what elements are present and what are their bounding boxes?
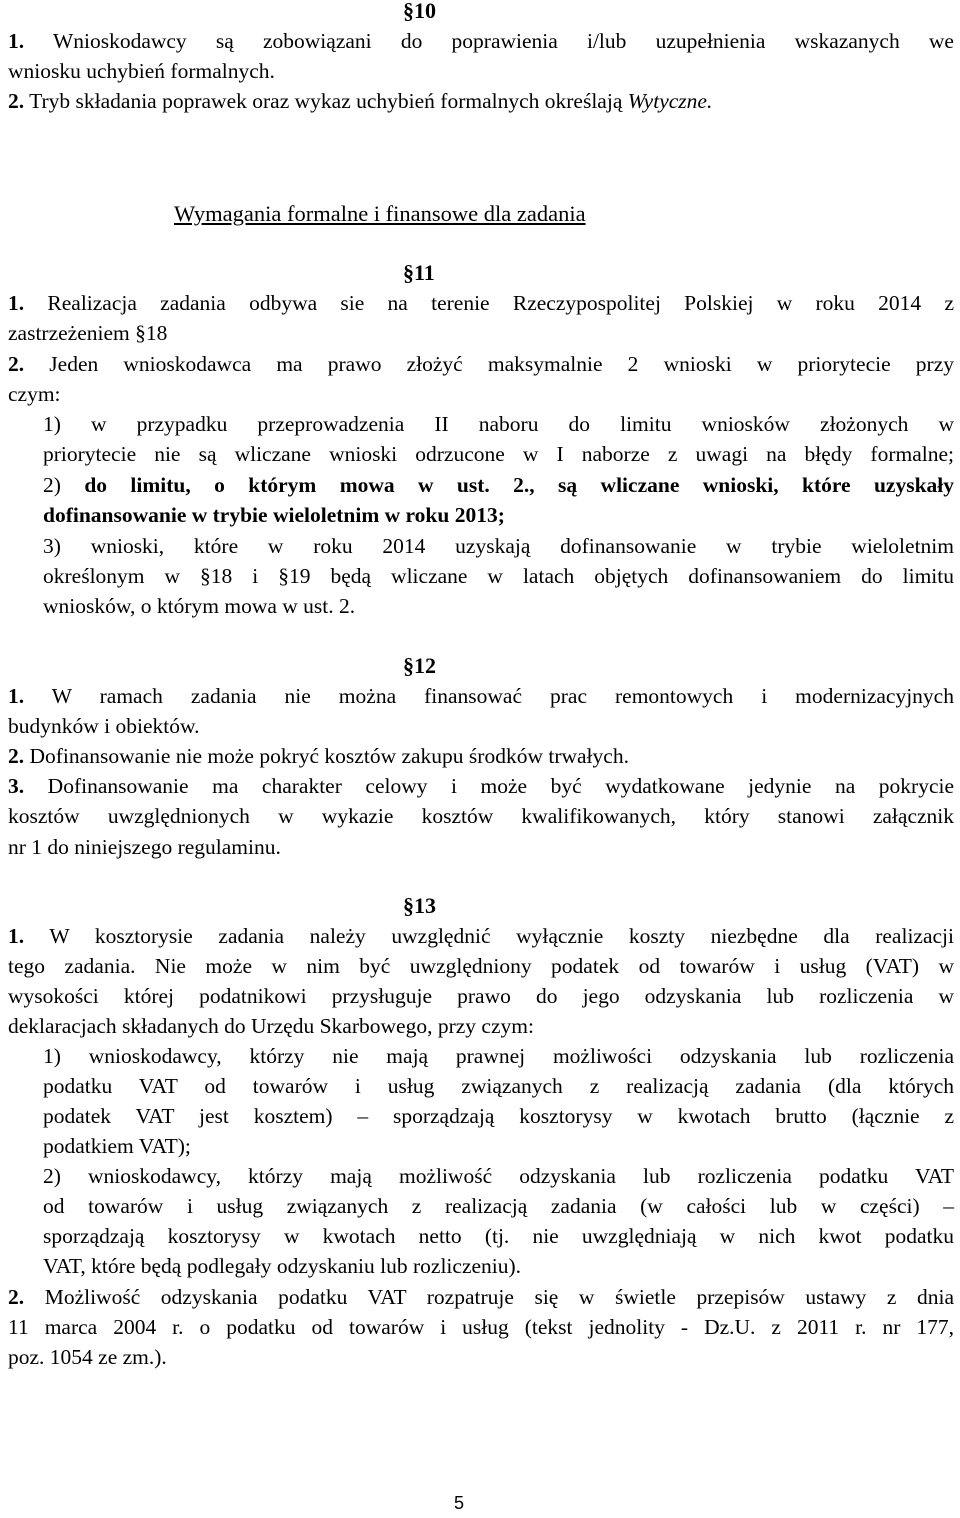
par10-item1-line1 [8,26,954,56]
text: Tryb składania poprawek oraz wykaz uchybień formalnych określają [29,89,623,113]
par11-point1-line1: 1) w przypadku przeprowadzenia II naboru do limitu wniosków złożonych w [43,412,954,436]
par13-point1-line3: podatek VAT jest kosztem) – sporządzają kosztorysy w kwotach brutto (łącznie z [43,1104,954,1128]
bold-text: dofinansowanie w trybie wieloletnim w roku 2013; [43,503,505,527]
par13-item1-line1 [8,921,954,951]
section-10-heading: §10 [403,0,436,23]
par13-point2-line4: VAT, które będą podlegały odzyskaniu lub rozliczeniu). [43,1254,522,1278]
par13-point2-line3: sporządzają kosztorysy w kwotach netto (tj. nie uwzględniają w nich kwot podatku [43,1224,954,1248]
par11-point2-line2 [43,500,954,530]
par12-item3-line1 [8,771,954,801]
section-13-heading: §13 [403,893,436,918]
item-number: 1. [8,924,25,948]
item-number: 3. [8,774,25,798]
item-number: 1. [8,684,25,708]
par11-point3-line3: wniosków, o którym mowa w ust. 2. [43,594,356,618]
par13-item1-line2: tego zadania. Nie może w nim być uwzględniony podatek od towarów i usług (VAT) w [8,954,954,978]
par11-item1-line1 [8,288,954,318]
par12-item3-line3: nr 1 do niniejszego regulaminu. [8,835,281,859]
item-number: 2. [8,89,25,113]
par13-item2-line3: poz. 1054 ze zm.). [8,1345,167,1369]
item-number: 1. [8,29,25,53]
par10-item2 [8,86,954,116]
par13-item1-line3: wysokości której podatnikowi przysługuje prawo do jego odzyskania lub rozliczenia w [8,984,954,1008]
item-number: 2. [8,352,25,376]
text: Dofinansowanie ma charakter celowy i może być wydatkowane jedynie na pokrycie [47,774,955,798]
par12-item2 [8,741,954,771]
section-12-heading: §12 [403,653,436,678]
par13-item2-line2: 11 marca 2004 r. o podatku od towarów i usług (tekst jednolity - Dz.U. z 2011 r. nr 177, [8,1315,954,1339]
item-number: 2. [8,1285,25,1309]
text: Jeden wnioskodawca ma prawo złożyć maksymalnie 2 wnioski w priorytecie przy [49,352,954,376]
par13-item2-line1 [8,1282,954,1312]
text: Możliwość odzyskania podatku VAT rozpatruje się w świetle przepisów ustawy z dnia [44,1285,954,1309]
page-number: 5 [454,1493,465,1513]
par12-item3-line2: kosztów uwzględnionych w wykazie kosztów kwalifikowanych, który stanowi załącznik [8,804,954,828]
par11-point3-line2: określonym w §18 i §19 będą wliczane w latach objętych dofinansowaniem do limitu [43,564,954,588]
text: Dofinansowanie nie może pokryć kosztów zakupu środków trwałych. [29,744,629,768]
text: W kosztorysie zadania należy uwzględnić wyłącznie koszty niezbędne dla realizacji [49,924,954,948]
par13-item1-line4: deklaracjach składanych do Urzędu Skarbowego, przy czym: [8,1014,534,1038]
item-number: 1. [8,291,25,315]
point-number: 2) [43,473,61,497]
text: Realizacja zadania odbywa sie na terenie Rzeczypospolitej Polskiej w roku 2014 z [47,291,954,315]
par11-item2-line2: czym: [8,382,61,406]
par11-point1-line2: priorytecie nie są wliczane wnioski odrzucone w I naborze z uwagi na błędy formalne; [43,442,954,466]
par11-point2-line1 [43,470,954,500]
par13-point2-line2: od towarów i usług związanych z realizacją zadania (w całości lub w części) – [43,1194,954,1218]
text: Wnioskodawcy są zobowiązani do poprawienia i/lub uzupełnienia wskazanych we [52,29,954,53]
item-number: 2. [8,744,25,768]
par13-point2-line1: 2) wnioskodawcy, którzy mają możliwość odzyskania lub rozliczenia podatku VAT [43,1164,954,1188]
par11-item2-line1 [8,349,954,379]
par12-item1-line2: budynków i obiektów. [8,714,200,738]
section-heading: Wymagania formalne i finansowe dla zadania [174,201,586,226]
bold-text: do limitu, o którym mowa w ust. 2., są wliczane wnioski, które uzyskały [84,473,955,497]
text: W ramach zadania nie można finansować prac remontowych i modernizacyjnych [51,684,954,708]
par13-point1-line2: podatku VAT od towarów i usług związanych z realizacją zadania (dla których [43,1074,954,1098]
section-11-heading: §11 [403,260,435,285]
par11-item1-line2: zastrzeżeniem §18 [8,321,168,345]
italic-text: Wytyczne. [627,89,713,113]
par12-item1-line1 [8,681,954,711]
par13-point1-line4: podatkiem VAT); [43,1134,191,1158]
par11-point3-line1: 3) wnioski, które w roku 2014 uzyskają dofinansowanie w trybie wieloletnim [43,534,954,558]
par10-item1-line2: wniosku uchybień formalnych. [8,59,275,83]
par13-point1-line1: 1) wnioskodawcy, którzy nie mają prawnej możliwości odzyskania lub rozliczenia [43,1044,954,1068]
